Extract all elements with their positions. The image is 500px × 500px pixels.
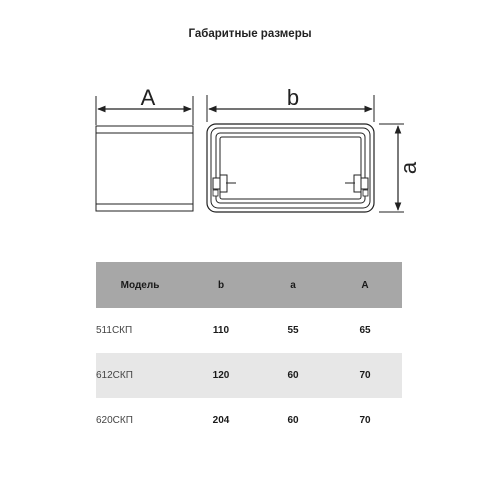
cell-a: 55 — [287, 325, 299, 336]
page-title: Габаритные размеры — [188, 28, 312, 40]
cell-model: 620СКП — [96, 415, 133, 426]
table-row — [96, 308, 402, 353]
dimension-a-label: a — [395, 161, 421, 175]
cell-b: 120 — [184, 353, 258, 398]
spec-table — [96, 262, 402, 443]
cell-A: 70 — [359, 415, 371, 426]
cell-A: 70 — [328, 353, 402, 398]
dimension-A-label: A — [140, 85, 156, 110]
header-a: a — [258, 262, 328, 308]
table-row — [96, 398, 402, 443]
table-row — [96, 353, 402, 398]
cell-a: 60 — [287, 415, 299, 426]
cell-A: 65 — [359, 325, 371, 336]
cell-model: 511СКП — [96, 325, 133, 336]
front-view — [207, 85, 421, 212]
header-b: b — [184, 262, 258, 308]
header-A: A — [328, 262, 402, 308]
cell-model: 612СКП — [96, 353, 184, 398]
side-view — [96, 85, 193, 211]
cell-b: 204 — [212, 415, 230, 426]
header-model: Модель — [96, 262, 184, 308]
dimension-b-label: b — [286, 85, 300, 110]
cell-a: 60 — [258, 353, 328, 398]
cell-b: 110 — [212, 325, 230, 336]
table-header-row — [96, 262, 402, 308]
